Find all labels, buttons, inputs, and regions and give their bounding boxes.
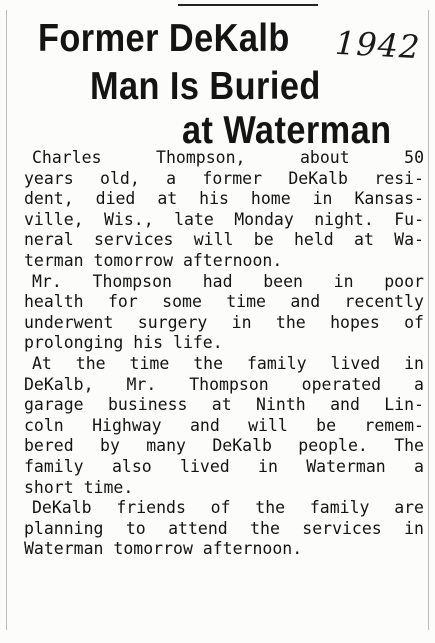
paragraph-line: short time. [24, 477, 134, 497]
paragraph-line: Waterman tomorrow afternoon. [24, 539, 303, 559]
paragraph-1 [24, 148, 424, 272]
paragraph-line: Mr. Thompson had been in poor [32, 271, 424, 291]
handwritten-year-annotation: 1942 [334, 23, 422, 67]
paragraph-line: health for some time and recently [24, 292, 424, 312]
headline-line-3: at Waterman [182, 109, 392, 152]
paragraph-line: neral services will be held at Wa- [24, 230, 424, 250]
paragraph-line: family also lived in Waterman a [24, 456, 424, 476]
paragraph-line: years old, a former DeKalb resi- [24, 168, 424, 188]
paragraph-line: DeKalb, Mr. Thompson operated a [24, 374, 424, 394]
paragraph-line: planning to attend the services in [24, 518, 424, 538]
paragraph-2 [24, 272, 424, 354]
paragraph-line: garage business at Ninth and Lin- [24, 395, 424, 415]
headline-line-1: Former DeKalb [38, 17, 290, 60]
headline-line-2: Man Is Buried [90, 65, 321, 108]
paragraph-3 [24, 354, 424, 498]
paragraph-line: bered by many DeKalb people. The [24, 436, 424, 456]
paragraph-line: dent, died at his home in Kansas- [24, 189, 424, 209]
paragraph-line: terman tomorrow afternoon. [24, 250, 283, 270]
paragraph-line: prolonging his life. [24, 333, 223, 353]
paragraph-4 [24, 498, 424, 560]
left-edge-rule [6, 10, 7, 630]
paragraph-line: At the time the family lived in [32, 353, 424, 373]
article-body [24, 148, 424, 560]
paragraph-line: Charles Thompson, about 50 [32, 148, 424, 167]
paragraph-line: coln Highway and will be remem- [24, 415, 424, 435]
top-rule [178, 4, 318, 6]
paragraph-line: ville, Wis., late Monday night. Fu- [24, 209, 424, 229]
right-edge-rule [428, 10, 429, 630]
paragraph-line: underwent surgery in the hopes of [24, 312, 424, 332]
paragraph-line: DeKalb friends of the family are [32, 498, 424, 518]
